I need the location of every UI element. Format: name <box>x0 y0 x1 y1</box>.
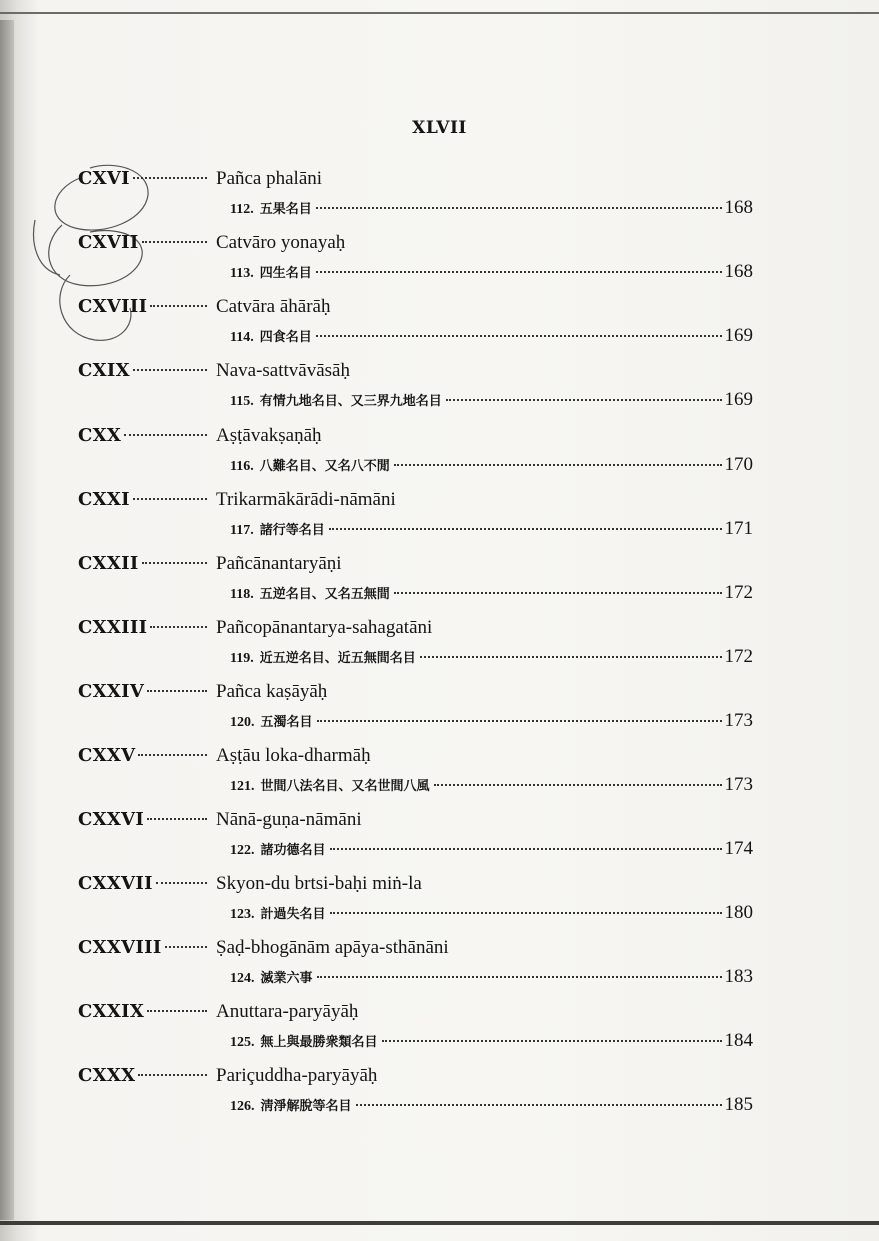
top-rule <box>0 12 879 14</box>
chapter-roman-numeral: CXXIV <box>78 681 145 702</box>
section-number: 119. <box>230 651 254 666</box>
chapter-title: Ṣaḍ-bhogānām apāya-sthānāni <box>216 937 449 958</box>
chinese-title: 滅業六事 <box>260 971 313 986</box>
contents-entry <box>0 937 879 999</box>
dotted-leader <box>150 305 207 307</box>
entry-subline <box>230 710 753 736</box>
chapter-title: Catvāra āhārāḥ <box>216 296 331 317</box>
entry-subline <box>230 582 753 608</box>
entry-heading-line <box>78 232 618 260</box>
section-number: 112. <box>230 202 254 217</box>
dotted-leader <box>156 882 207 884</box>
page-reference: 180 <box>724 902 753 923</box>
contents-entry <box>0 681 879 743</box>
section-number: 121. <box>230 779 255 794</box>
chapter-roman-numeral: CXVIII <box>78 296 148 317</box>
dotted-leader <box>147 1010 207 1012</box>
chapter-title: Pariçuddha-paryāyāḥ <box>216 1065 378 1086</box>
contents-entry <box>0 489 879 551</box>
page-reference: 173 <box>724 710 753 731</box>
chinese-title: 八難名目、又名八不閒 <box>259 459 390 474</box>
page-reference: 168 <box>724 197 753 218</box>
dotted-leader <box>124 434 207 436</box>
dotted-leader <box>329 528 722 530</box>
page-reference: 170 <box>724 454 753 475</box>
dotted-leader <box>316 335 722 337</box>
page-reference: 168 <box>724 261 753 282</box>
chinese-title: 有情九地名目、又三界九地名目 <box>259 394 442 409</box>
chinese-title: 計過失名目 <box>260 907 326 922</box>
page-number: XLVII <box>412 118 467 138</box>
chinese-title: 諸功德名目 <box>260 843 326 858</box>
chapter-title: Aṣṭāvakṣaṇāḥ <box>216 425 322 446</box>
chapter-roman-numeral: CXXVII <box>78 873 153 894</box>
dotted-leader <box>394 592 722 594</box>
chapter-roman-numeral: CXXIX <box>78 1001 145 1022</box>
page-reference: 173 <box>724 774 753 795</box>
entry-subline <box>230 454 753 480</box>
page-reference: 172 <box>724 646 753 667</box>
chapter-title: Catvāro yonayaḥ <box>216 232 346 253</box>
chapter-roman-numeral: CXVI <box>78 168 130 189</box>
contents-entry <box>0 232 879 294</box>
chinese-title: 無上與最勝衆類名目 <box>260 1035 378 1050</box>
contents-entry <box>0 360 879 422</box>
page-reference: 174 <box>724 838 753 859</box>
chapter-roman-numeral: CXXI <box>78 489 130 510</box>
chinese-title: 淸淨解脫等名目 <box>260 1099 352 1114</box>
dotted-leader <box>356 1104 722 1106</box>
chapter-roman-numeral: CXXIII <box>78 617 148 638</box>
chinese-title: 五濁名目 <box>260 715 313 730</box>
page-reference: 171 <box>724 518 753 539</box>
dotted-leader <box>330 912 722 914</box>
chapter-title: Pañca phalāni <box>216 168 323 189</box>
entry-heading-line <box>78 425 618 453</box>
contents-entry <box>0 553 879 615</box>
dotted-leader <box>382 1040 722 1042</box>
chinese-title: 四食名目 <box>259 330 312 345</box>
dotted-leader <box>147 818 207 820</box>
chinese-title: 諸行等名目 <box>259 523 325 538</box>
entry-subline <box>230 518 753 544</box>
chapter-roman-numeral: CXX <box>78 425 122 446</box>
chapter-roman-numeral: CXXVI <box>78 809 145 830</box>
section-number: 126. <box>230 1099 255 1114</box>
contents-entry <box>0 809 879 871</box>
entry-subline <box>230 838 753 864</box>
chapter-roman-numeral: CXIX <box>78 360 130 381</box>
chapter-title: Anuttara-paryāyāḥ <box>216 1001 359 1022</box>
chinese-title: 近五逆名目、近五無間名目 <box>259 651 416 666</box>
chinese-title: 四生名目 <box>259 266 312 281</box>
chapter-title: Nava-sattvāvāsāḥ <box>216 360 350 381</box>
contents-entry <box>0 1065 879 1127</box>
section-number: 115. <box>230 394 254 409</box>
entry-subline <box>230 966 753 992</box>
entry-subline <box>230 902 753 928</box>
page-reference: 185 <box>724 1094 753 1115</box>
entry-subline <box>230 389 753 415</box>
chapter-roman-numeral: CXXII <box>78 553 139 574</box>
entry-subline <box>230 1094 753 1120</box>
entry-subline <box>230 774 753 800</box>
contents-entry <box>0 1001 879 1063</box>
chapter-roman-numeral: CXVII <box>78 232 139 253</box>
dotted-leader <box>420 656 722 658</box>
dotted-leader <box>133 498 207 500</box>
chapter-roman-numeral: CXXX <box>78 1065 136 1086</box>
chapter-title: Pañcopānantarya-sahagatāni <box>216 617 433 638</box>
dotted-leader <box>316 271 722 273</box>
dotted-leader <box>165 946 207 948</box>
chinese-title: 世間八法名目、又名世間八風 <box>260 779 430 794</box>
section-number: 122. <box>230 843 255 858</box>
dotted-leader <box>138 754 207 756</box>
contents-entry <box>0 425 879 487</box>
dotted-leader <box>446 399 722 401</box>
section-number: 116. <box>230 459 254 474</box>
dotted-leader <box>150 626 207 628</box>
chapter-title: Pañcānantaryāṇi <box>216 553 342 574</box>
section-number: 117. <box>230 523 254 538</box>
dotted-leader <box>317 976 722 978</box>
dotted-leader <box>142 241 207 243</box>
page-reference: 169 <box>724 325 753 346</box>
dotted-leader <box>316 207 722 209</box>
page-reference: 184 <box>724 1030 753 1051</box>
entry-subline <box>230 325 753 351</box>
page-reference: 172 <box>724 582 753 603</box>
dotted-leader <box>317 720 722 722</box>
section-number: 114. <box>230 330 254 345</box>
entry-subline <box>230 197 753 223</box>
chapter-roman-numeral: CXXVIII <box>78 937 162 958</box>
section-number: 123. <box>230 907 255 922</box>
chapter-title: Trikarmākārādi-nāmāni <box>216 489 396 510</box>
entry-heading-line <box>78 681 618 709</box>
entry-subline <box>230 1030 753 1056</box>
section-number: 118. <box>230 587 254 602</box>
entry-heading-line <box>78 553 618 581</box>
section-number: 124. <box>230 971 255 986</box>
bottom-rule <box>0 1221 879 1225</box>
section-number: 113. <box>230 266 254 281</box>
dotted-leader <box>142 562 207 564</box>
chapter-title: Aṣṭāu loka-dharmāḥ <box>216 745 371 766</box>
section-number: 125. <box>230 1035 255 1050</box>
dotted-leader <box>133 369 207 371</box>
entry-heading-line <box>78 168 618 196</box>
section-number: 120. <box>230 715 255 730</box>
dotted-leader <box>330 848 722 850</box>
dotted-leader <box>147 690 207 692</box>
contents-entry <box>0 873 879 935</box>
chinese-title: 五逆名目、又名五無間 <box>259 587 390 602</box>
contents-entry <box>0 296 879 358</box>
dotted-leader <box>138 1074 207 1076</box>
entry-subline <box>230 646 753 672</box>
dotted-leader <box>434 784 722 786</box>
chapter-title: Nānā-guṇa-nāmāni <box>216 809 362 830</box>
contents-entry <box>0 745 879 807</box>
entry-subline <box>230 261 753 287</box>
page-reference: 183 <box>724 966 753 987</box>
chinese-title: 五果名目 <box>259 202 312 217</box>
chapter-title: Pañca kaṣāyāḥ <box>216 681 328 702</box>
chapter-roman-numeral: CXXV <box>78 745 136 766</box>
dotted-leader <box>394 464 722 466</box>
contents-entry <box>0 168 879 230</box>
dotted-leader <box>133 177 207 179</box>
entry-heading-line <box>78 296 618 324</box>
contents-entry <box>0 617 879 679</box>
page-reference: 169 <box>724 389 753 410</box>
chapter-title: Skyon-du brtsi-baḥi miṅ-la <box>216 873 422 894</box>
